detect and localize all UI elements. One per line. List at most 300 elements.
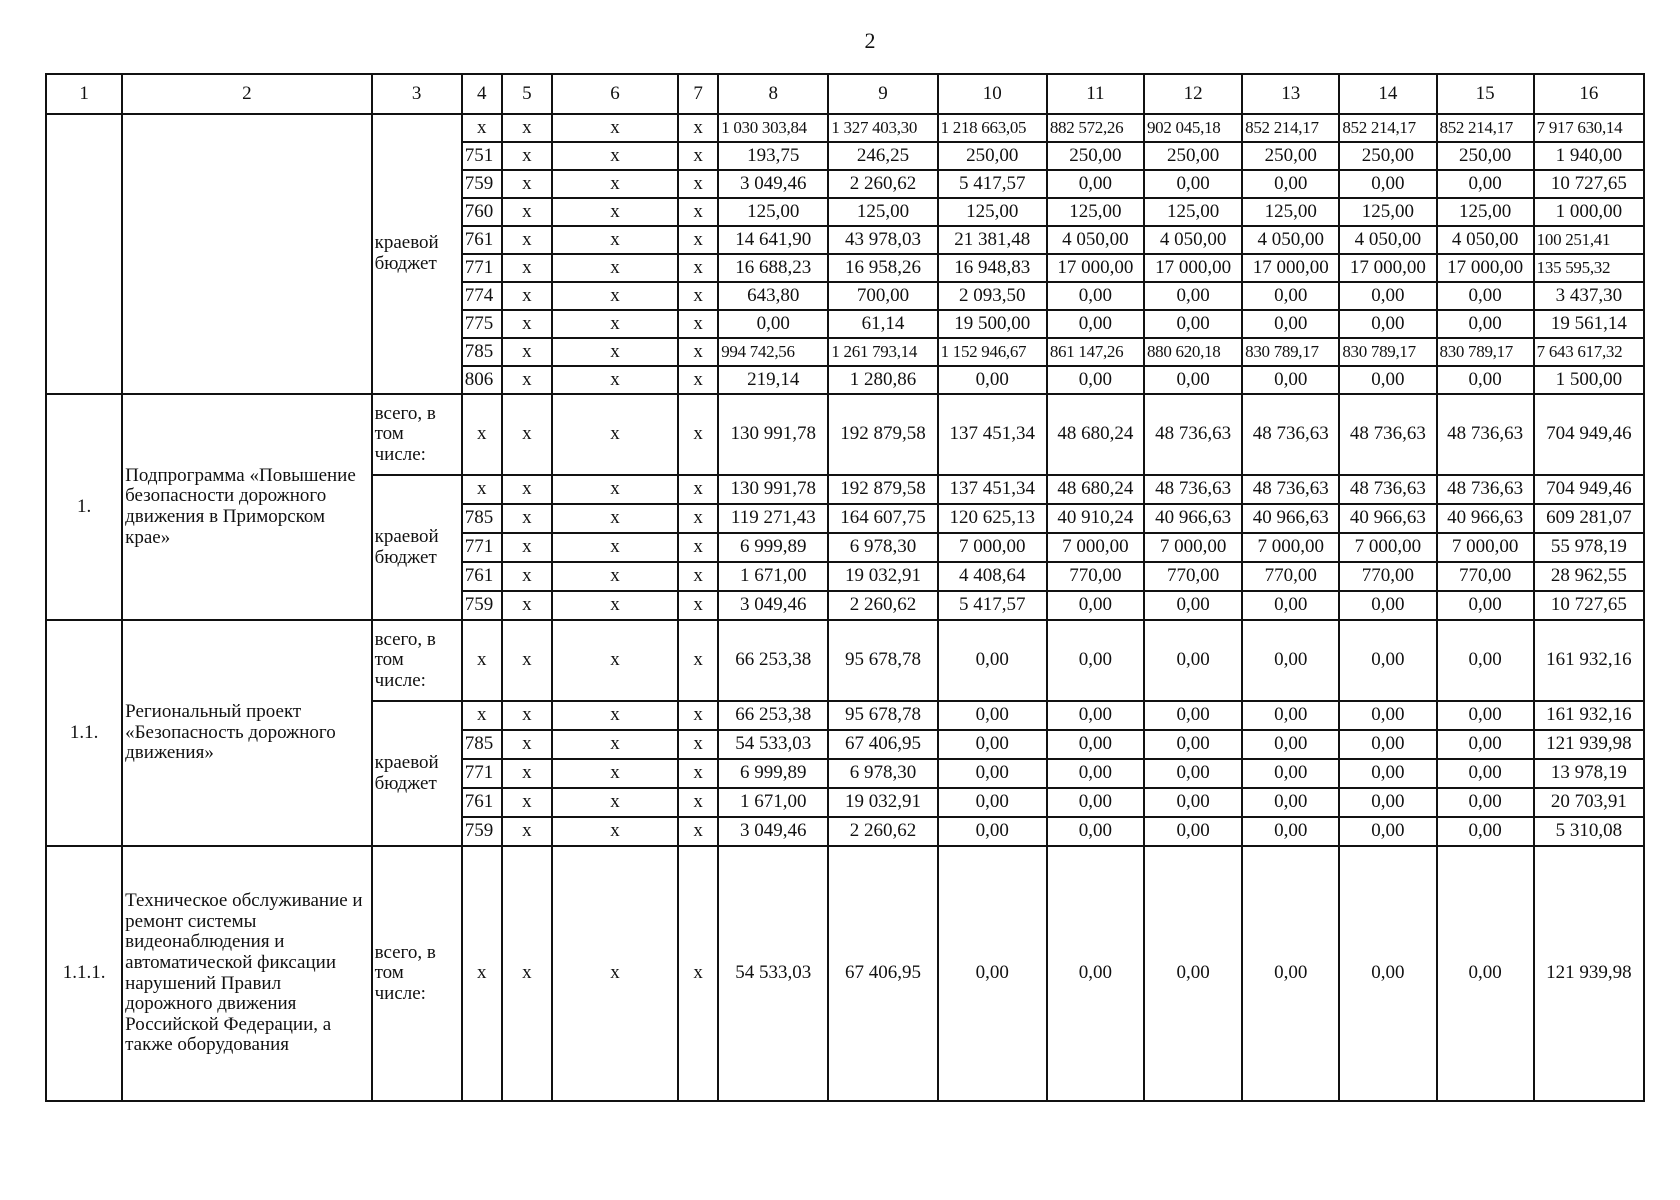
value-col-9: 700,00: [828, 282, 937, 310]
value-col-10: 0,00: [938, 788, 1047, 817]
value-col-9: 1 261 793,14: [828, 338, 937, 366]
value-col-16: 5 310,08: [1534, 817, 1644, 846]
value-col-14: 0,00: [1339, 701, 1436, 730]
code-cell: 761: [462, 562, 502, 591]
col6-cell: x: [552, 198, 678, 226]
value-col-16: 704 949,46: [1534, 475, 1644, 504]
value-col-11: 861 147,26: [1047, 338, 1144, 366]
col5-cell: x: [502, 846, 552, 1101]
value-col-9: 246,25: [828, 142, 937, 170]
total-label: всего, в том числе:: [372, 846, 462, 1101]
code-cell: x: [462, 620, 502, 701]
row-name: Подпрограмма «Повышение безопасности дорожного движения в Приморском крае»: [122, 394, 371, 620]
col7-cell: x: [678, 562, 718, 591]
table-row-total: [46, 620, 1644, 701]
value-col-10: 0,00: [938, 730, 1047, 759]
value-col-16: 704 949,46: [1534, 394, 1644, 475]
header-cell-6: 6: [552, 74, 678, 114]
value-col-12: 0,00: [1144, 282, 1242, 310]
value-col-13: 0,00: [1242, 701, 1339, 730]
value-col-15: 17 000,00: [1437, 254, 1534, 282]
value-col-12: 7 000,00: [1144, 533, 1242, 562]
col5-cell: x: [502, 310, 552, 338]
value-col-12: 902 045,18: [1144, 114, 1242, 142]
value-col-13: 0,00: [1242, 591, 1339, 620]
value-col-8: 994 742,56: [718, 338, 828, 366]
value-col-9: 95 678,78: [828, 701, 937, 730]
col6-cell: x: [552, 226, 678, 254]
value-col-13: 0,00: [1242, 759, 1339, 788]
value-col-13: 770,00: [1242, 562, 1339, 591]
value-col-10: 0,00: [938, 759, 1047, 788]
col5-cell: x: [502, 198, 552, 226]
value-col-15: 0,00: [1437, 701, 1534, 730]
code-cell: 775: [462, 310, 502, 338]
source-cell: краевой бюджет: [372, 701, 462, 846]
value-col-8: 3 049,46: [718, 170, 828, 198]
col5-cell: x: [502, 366, 552, 394]
value-col-14: 40 966,63: [1339, 504, 1436, 533]
value-col-10: 0,00: [938, 366, 1047, 394]
code-cell: 759: [462, 817, 502, 846]
code-cell: 761: [462, 226, 502, 254]
value-col-13: 0,00: [1242, 730, 1339, 759]
value-col-16: 1 500,00: [1534, 366, 1644, 394]
code-cell: x: [462, 114, 502, 142]
value-col-12: 0,00: [1144, 366, 1242, 394]
value-col-12: 125,00: [1144, 198, 1242, 226]
col7-cell: x: [678, 788, 718, 817]
value-col-9: 61,14: [828, 310, 937, 338]
col5-cell: x: [502, 533, 552, 562]
value-col-14: 770,00: [1339, 562, 1436, 591]
row-index: 1.1.: [46, 620, 122, 846]
value-col-12: 0,00: [1144, 817, 1242, 846]
value-col-13: 4 050,00: [1242, 226, 1339, 254]
header-cell-1: 1: [46, 74, 122, 114]
col6-cell: x: [552, 475, 678, 504]
value-col-15: 852 214,17: [1437, 114, 1534, 142]
col6-cell: x: [552, 142, 678, 170]
value-col-15: 830 789,17: [1437, 338, 1534, 366]
col5-cell: x: [502, 701, 552, 730]
col6-cell: x: [552, 701, 678, 730]
col5-cell: x: [502, 788, 552, 817]
value-col-13: 48 736,63: [1242, 394, 1339, 475]
value-col-14: 0,00: [1339, 759, 1436, 788]
value-col-11: 0,00: [1047, 620, 1144, 701]
value-col-9: 43 978,03: [828, 226, 937, 254]
value-col-15: 0,00: [1437, 620, 1534, 701]
value-col-8: 219,14: [718, 366, 828, 394]
value-col-13: 0,00: [1242, 846, 1339, 1101]
value-col-13: 125,00: [1242, 198, 1339, 226]
value-col-11: 770,00: [1047, 562, 1144, 591]
col6-cell: x: [552, 282, 678, 310]
col6-cell: x: [552, 846, 678, 1101]
value-col-16: 10 727,65: [1534, 591, 1644, 620]
budget-table: [45, 73, 1645, 1102]
col7-cell: x: [678, 310, 718, 338]
code-cell: x: [462, 846, 502, 1101]
value-col-10: 7 000,00: [938, 533, 1047, 562]
col5-cell: x: [502, 620, 552, 701]
value-col-11: 0,00: [1047, 310, 1144, 338]
header-cell-16: 16: [1534, 74, 1644, 114]
header-cell-5: 5: [502, 74, 552, 114]
header-cell-4: 4: [462, 74, 502, 114]
col5-cell: x: [502, 282, 552, 310]
code-cell: x: [462, 475, 502, 504]
value-col-16: 10 727,65: [1534, 170, 1644, 198]
code-cell: x: [462, 701, 502, 730]
row-index: 1.1.1.: [46, 846, 122, 1101]
value-col-11: 7 000,00: [1047, 533, 1144, 562]
value-col-15: 4 050,00: [1437, 226, 1534, 254]
value-col-11: 0,00: [1047, 591, 1144, 620]
header-cell-3: 3: [372, 74, 462, 114]
value-col-16: 7 643 617,32: [1534, 338, 1644, 366]
value-col-11: 125,00: [1047, 198, 1144, 226]
value-col-12: 40 966,63: [1144, 504, 1242, 533]
value-col-13: 0,00: [1242, 170, 1339, 198]
value-col-8: 130 991,78: [718, 475, 828, 504]
value-col-11: 0,00: [1047, 366, 1144, 394]
col7-cell: x: [678, 504, 718, 533]
value-col-10: 1 152 946,67: [938, 338, 1047, 366]
source-cell: краевой бюджет: [372, 475, 462, 620]
col6-cell: x: [552, 533, 678, 562]
value-col-11: 4 050,00: [1047, 226, 1144, 254]
col7-cell: x: [678, 817, 718, 846]
value-col-11: 0,00: [1047, 817, 1144, 846]
value-col-14: 0,00: [1339, 846, 1436, 1101]
code-cell: 759: [462, 170, 502, 198]
col6-cell: x: [552, 114, 678, 142]
value-col-13: 0,00: [1242, 620, 1339, 701]
value-col-15: 0,00: [1437, 282, 1534, 310]
total-label: всего, в том числе:: [372, 394, 462, 475]
value-col-12: 0,00: [1144, 620, 1242, 701]
col6-cell: x: [552, 254, 678, 282]
value-col-14: 125,00: [1339, 198, 1436, 226]
value-col-11: 0,00: [1047, 701, 1144, 730]
value-col-16: 20 703,91: [1534, 788, 1644, 817]
value-col-14: 48 736,63: [1339, 394, 1436, 475]
header-cell-7: 7: [678, 74, 718, 114]
col5-cell: x: [502, 170, 552, 198]
value-col-11: 250,00: [1047, 142, 1144, 170]
col5-cell: x: [502, 475, 552, 504]
col5-cell: x: [502, 254, 552, 282]
value-col-16: 3 437,30: [1534, 282, 1644, 310]
value-col-15: 0,00: [1437, 170, 1534, 198]
value-col-15: 48 736,63: [1437, 394, 1534, 475]
value-col-9: 2 260,62: [828, 591, 937, 620]
value-col-9: 19 032,91: [828, 788, 937, 817]
col6-cell: x: [552, 620, 678, 701]
value-col-15: 7 000,00: [1437, 533, 1534, 562]
value-col-9: 6 978,30: [828, 759, 937, 788]
value-col-10: 2 093,50: [938, 282, 1047, 310]
value-col-16: 28 962,55: [1534, 562, 1644, 591]
total-label: всего, в том числе:: [372, 620, 462, 701]
value-col-14: 4 050,00: [1339, 226, 1436, 254]
col5-cell: x: [502, 226, 552, 254]
value-col-10: 137 451,34: [938, 475, 1047, 504]
code-cell: 771: [462, 254, 502, 282]
col5-cell: x: [502, 504, 552, 533]
value-col-15: 770,00: [1437, 562, 1534, 591]
code-cell: 761: [462, 788, 502, 817]
col5-cell: x: [502, 759, 552, 788]
value-col-13: 830 789,17: [1242, 338, 1339, 366]
col7-cell: x: [678, 475, 718, 504]
value-col-14: 0,00: [1339, 730, 1436, 759]
code-cell: 760: [462, 198, 502, 226]
value-col-11: 0,00: [1047, 846, 1144, 1101]
value-col-11: 0,00: [1047, 759, 1144, 788]
value-col-11: 48 680,24: [1047, 475, 1144, 504]
value-col-12: 0,00: [1144, 759, 1242, 788]
value-col-13: 7 000,00: [1242, 533, 1339, 562]
value-col-9: 67 406,95: [828, 730, 937, 759]
value-col-9: 67 406,95: [828, 846, 937, 1101]
table-body: [46, 74, 1644, 1101]
value-col-8: 119 271,43: [718, 504, 828, 533]
col7-cell: x: [678, 846, 718, 1101]
value-col-14: 0,00: [1339, 282, 1436, 310]
col6-cell: x: [552, 730, 678, 759]
value-col-13: 0,00: [1242, 817, 1339, 846]
value-col-9: 2 260,62: [828, 817, 937, 846]
header-cell-10: 10: [938, 74, 1047, 114]
header-cell-13: 13: [1242, 74, 1339, 114]
value-col-16: 121 939,98: [1534, 846, 1644, 1101]
value-col-12: 0,00: [1144, 846, 1242, 1101]
col7-cell: x: [678, 114, 718, 142]
col6-cell: x: [552, 759, 678, 788]
value-col-16: 1 940,00: [1534, 142, 1644, 170]
value-col-11: 48 680,24: [1047, 394, 1144, 475]
value-col-14: 0,00: [1339, 366, 1436, 394]
value-col-11: 0,00: [1047, 788, 1144, 817]
col5-cell: x: [502, 338, 552, 366]
value-col-12: 0,00: [1144, 591, 1242, 620]
col5-cell: x: [502, 817, 552, 846]
value-col-8: 3 049,46: [718, 817, 828, 846]
value-col-15: 125,00: [1437, 198, 1534, 226]
value-col-10: 125,00: [938, 198, 1047, 226]
col6-cell: x: [552, 562, 678, 591]
col6-cell: x: [552, 366, 678, 394]
value-col-13: 250,00: [1242, 142, 1339, 170]
code-cell: 759: [462, 591, 502, 620]
value-col-10: 21 381,48: [938, 226, 1047, 254]
value-col-8: 66 253,38: [718, 620, 828, 701]
value-col-14: 17 000,00: [1339, 254, 1436, 282]
value-col-12: 4 050,00: [1144, 226, 1242, 254]
col7-cell: x: [678, 282, 718, 310]
col6-cell: x: [552, 591, 678, 620]
value-col-9: 192 879,58: [828, 394, 937, 475]
value-col-8: 6 999,89: [718, 533, 828, 562]
table-row-total: [46, 846, 1644, 1101]
code-cell: 771: [462, 759, 502, 788]
value-col-11: 0,00: [1047, 170, 1144, 198]
col6-cell: x: [552, 788, 678, 817]
value-col-8: 193,75: [718, 142, 828, 170]
code-cell: x: [462, 394, 502, 475]
col7-cell: x: [678, 198, 718, 226]
value-col-10: 120 625,13: [938, 504, 1047, 533]
value-col-16: 609 281,07: [1534, 504, 1644, 533]
value-col-12: 48 736,63: [1144, 475, 1242, 504]
value-col-11: 40 910,24: [1047, 504, 1144, 533]
value-col-12: 48 736,63: [1144, 394, 1242, 475]
value-col-12: 0,00: [1144, 310, 1242, 338]
col5-cell: x: [502, 394, 552, 475]
code-cell: 785: [462, 730, 502, 759]
code-cell: 771: [462, 533, 502, 562]
value-col-13: 17 000,00: [1242, 254, 1339, 282]
value-col-13: 0,00: [1242, 788, 1339, 817]
value-col-16: 161 932,16: [1534, 701, 1644, 730]
value-col-8: 66 253,38: [718, 701, 828, 730]
value-col-14: 7 000,00: [1339, 533, 1436, 562]
col5-cell: x: [502, 114, 552, 142]
value-col-13: 0,00: [1242, 366, 1339, 394]
col7-cell: x: [678, 366, 718, 394]
col7-cell: x: [678, 394, 718, 475]
col6-cell: x: [552, 504, 678, 533]
table-row: [46, 114, 1644, 142]
value-col-12: 0,00: [1144, 730, 1242, 759]
col7-cell: x: [678, 620, 718, 701]
code-cell: 785: [462, 338, 502, 366]
value-col-11: 17 000,00: [1047, 254, 1144, 282]
value-col-15: 0,00: [1437, 310, 1534, 338]
value-col-12: 880 620,18: [1144, 338, 1242, 366]
value-col-13: 852 214,17: [1242, 114, 1339, 142]
value-col-14: 48 736,63: [1339, 475, 1436, 504]
value-col-9: 6 978,30: [828, 533, 937, 562]
value-col-15: 40 966,63: [1437, 504, 1534, 533]
header-cell-2: 2: [122, 74, 371, 114]
value-col-9: 2 260,62: [828, 170, 937, 198]
code-cell: 774: [462, 282, 502, 310]
value-col-16: 7 917 630,14: [1534, 114, 1644, 142]
value-col-11: 882 572,26: [1047, 114, 1144, 142]
value-col-16: 161 932,16: [1534, 620, 1644, 701]
value-col-14: 0,00: [1339, 817, 1436, 846]
value-col-10: 0,00: [938, 620, 1047, 701]
value-col-14: 852 214,17: [1339, 114, 1436, 142]
value-col-15: 250,00: [1437, 142, 1534, 170]
row-index: 1.: [46, 394, 122, 620]
value-col-8: 6 999,89: [718, 759, 828, 788]
col7-cell: x: [678, 533, 718, 562]
value-col-13: 40 966,63: [1242, 504, 1339, 533]
value-col-10: 1 218 663,05: [938, 114, 1047, 142]
header-cell-11: 11: [1047, 74, 1144, 114]
col7-cell: x: [678, 338, 718, 366]
col5-cell: x: [502, 562, 552, 591]
header-cell-8: 8: [718, 74, 828, 114]
value-col-16: 55 978,19: [1534, 533, 1644, 562]
value-col-10: 19 500,00: [938, 310, 1047, 338]
value-col-14: 830 789,17: [1339, 338, 1436, 366]
value-col-8: 125,00: [718, 198, 828, 226]
col7-cell: x: [678, 170, 718, 198]
value-col-12: 0,00: [1144, 701, 1242, 730]
value-col-8: 14 641,90: [718, 226, 828, 254]
header-cell-12: 12: [1144, 74, 1242, 114]
value-col-11: 0,00: [1047, 282, 1144, 310]
value-col-16: 100 251,41: [1534, 226, 1644, 254]
value-col-8: 1 671,00: [718, 788, 828, 817]
code-cell: 785: [462, 504, 502, 533]
value-col-16: 121 939,98: [1534, 730, 1644, 759]
value-col-12: 770,00: [1144, 562, 1242, 591]
value-col-15: 0,00: [1437, 788, 1534, 817]
value-col-14: 250,00: [1339, 142, 1436, 170]
col7-cell: x: [678, 254, 718, 282]
value-col-15: 0,00: [1437, 759, 1534, 788]
value-col-9: 192 879,58: [828, 475, 937, 504]
value-col-9: 16 958,26: [828, 254, 937, 282]
header-cell-14: 14: [1339, 74, 1436, 114]
value-col-16: 13 978,19: [1534, 759, 1644, 788]
value-col-10: 5 417,57: [938, 170, 1047, 198]
value-col-10: 16 948,83: [938, 254, 1047, 282]
index-cell: [46, 114, 122, 394]
col6-cell: x: [552, 310, 678, 338]
value-col-14: 0,00: [1339, 310, 1436, 338]
value-col-10: 137 451,34: [938, 394, 1047, 475]
col7-cell: x: [678, 701, 718, 730]
col6-cell: x: [552, 817, 678, 846]
header-cell-15: 15: [1437, 74, 1534, 114]
header-row: [46, 74, 1644, 114]
col7-cell: x: [678, 142, 718, 170]
value-col-10: 0,00: [938, 701, 1047, 730]
value-col-15: 0,00: [1437, 730, 1534, 759]
value-col-14: 0,00: [1339, 170, 1436, 198]
value-col-9: 1 327 403,30: [828, 114, 937, 142]
code-cell: 751: [462, 142, 502, 170]
value-col-8: 130 991,78: [718, 394, 828, 475]
value-col-13: 0,00: [1242, 310, 1339, 338]
value-col-10: 5 417,57: [938, 591, 1047, 620]
value-col-8: 54 533,03: [718, 730, 828, 759]
value-col-9: 19 032,91: [828, 562, 937, 591]
source-cell: краевой бюджет: [372, 114, 462, 394]
value-col-15: 0,00: [1437, 846, 1534, 1101]
value-col-8: 0,00: [718, 310, 828, 338]
col7-cell: x: [678, 730, 718, 759]
value-col-15: 48 736,63: [1437, 475, 1534, 504]
col6-cell: x: [552, 394, 678, 475]
name-cell: [122, 114, 371, 394]
value-col-15: 0,00: [1437, 591, 1534, 620]
table-row-total: [46, 394, 1644, 475]
value-col-12: 17 000,00: [1144, 254, 1242, 282]
col5-cell: x: [502, 730, 552, 759]
value-col-10: 4 408,64: [938, 562, 1047, 591]
value-col-9: 1 280,86: [828, 366, 937, 394]
col5-cell: x: [502, 591, 552, 620]
